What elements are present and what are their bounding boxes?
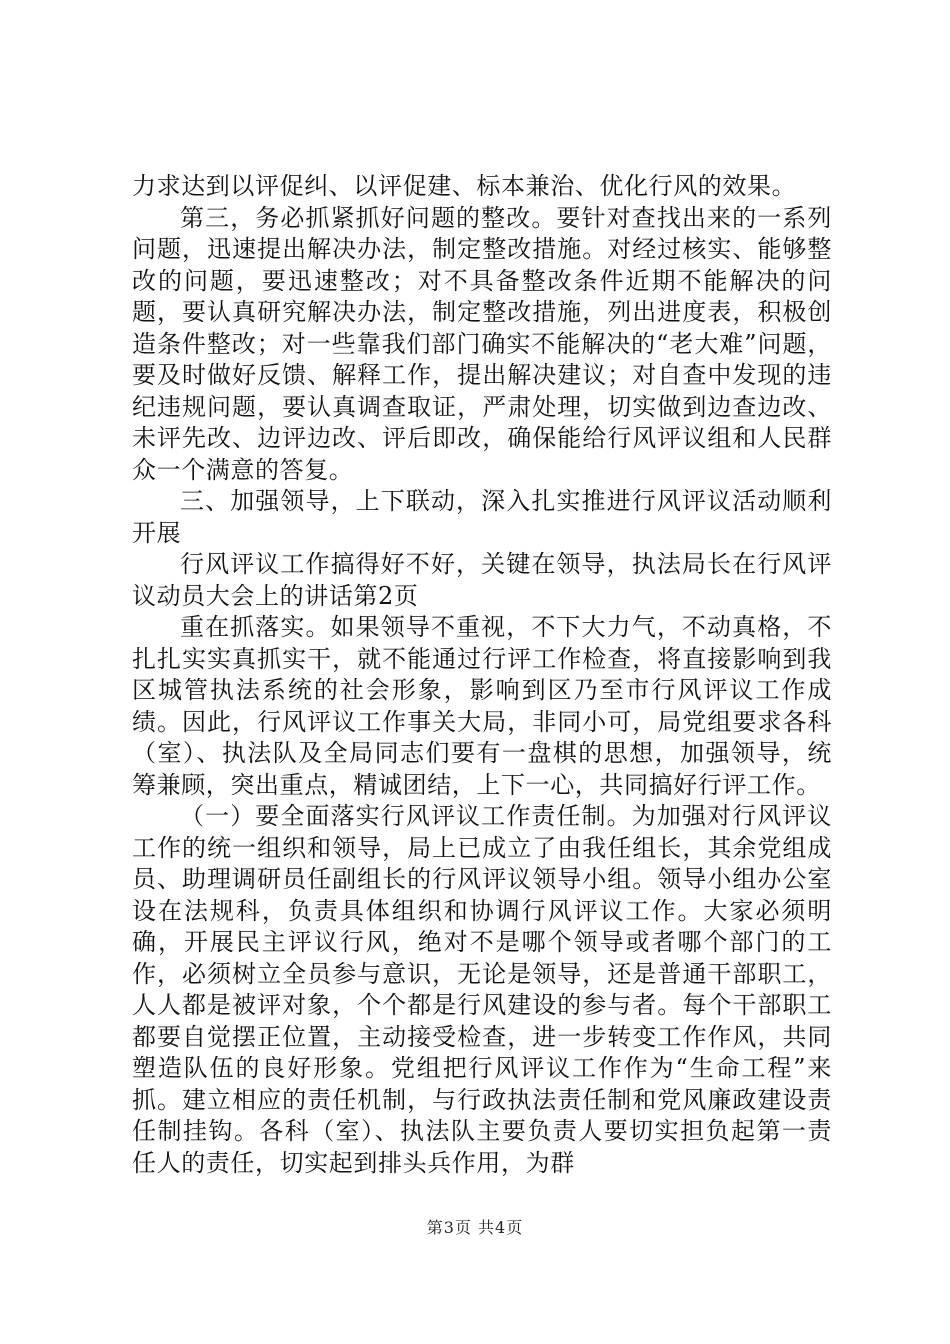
paragraph-5: 重在抓落实。如果领导不重视，不下大力气，不动真格，不扎扎实实真抓实干，就不能通过行评工作检查，将直接影响到我区城管执法系统的社会形象，影响到区乃至市行风评议工作成绩。因此，行风评议工作事关大局，非同小可，局党组要求各科（室）、执法队及全局同志们要有一盘棋的思想，加强领导，统筹兼顾，突出重点，精诚团结，上下一心，共同搞好行评工作。 xyxy=(132,613,832,799)
paragraph-4: 行风评议工作搞得好不好，关键在领导，执法局长在行风评议动员大会上的讲话第2页 xyxy=(132,550,832,610)
paragraph-1: 力求达到以评促纠、以评促建、标本兼治、优化行风的效果。 xyxy=(132,172,797,200)
section-heading: 三、加强领导，上下联动，深入扎实推进行风评议活动顺利开展 xyxy=(132,487,832,547)
page-footer: 第3页 共4页 xyxy=(426,1218,524,1237)
paragraph-2: 第三，务必抓紧抓好问题的整改。要针对查找出来的一系列问题，迅速提出解决办法，制定整改措施。对经过核实、能够整改的问题，要迅速整改；对不具备整改条件近期不能解决的问题，要认真研究解决办法，制定整改措施，列出进度表，积极创造条件整改；对一些靠我们部门确实不能解决的“老大难”问题，要及时做好反馈、解释工作，提出解决建议；对自查中发现的违纪违规问题，要认真调查取证，严肃处理，切实做到边查边改、未评先改、边评边改、评后即改，确保能给行风评议组和人民群众一个满意的答复。 xyxy=(132,203,832,484)
paragraph-6: （一）要全面落实行风评议工作责任制。为加强对行风评议工作的统一组织和领导，局上已成立了由我任组长，其余党组成员、助理调研员任副组长的行风评议领导小组。领导小组办公室设在法规科，负责具体组织和协调行风评议工作。大家必须明确，开展民主评议行风，绝对不是哪个领导或者哪个部门的工作，必须树立全员参与意识，无论是领导，还是普通干部职工，人人都是被评对象，个个都是行风建设的参与者。每个干部职工都要自觉摆正位置，主动接受检查，进一步转变工作作风，共同塑造队伍的良好形象。党组把行风评议工作作为“生命工程”来抓。建立相应的责任机制，与行政执法责任制和党风廉政建设责任制挂钩。各科（室）、执法队主要负责人要切实担负起第一责任人的责任，切实起到排头兵作用，为群 xyxy=(132,802,832,1177)
document-body xyxy=(132,171,832,1179)
